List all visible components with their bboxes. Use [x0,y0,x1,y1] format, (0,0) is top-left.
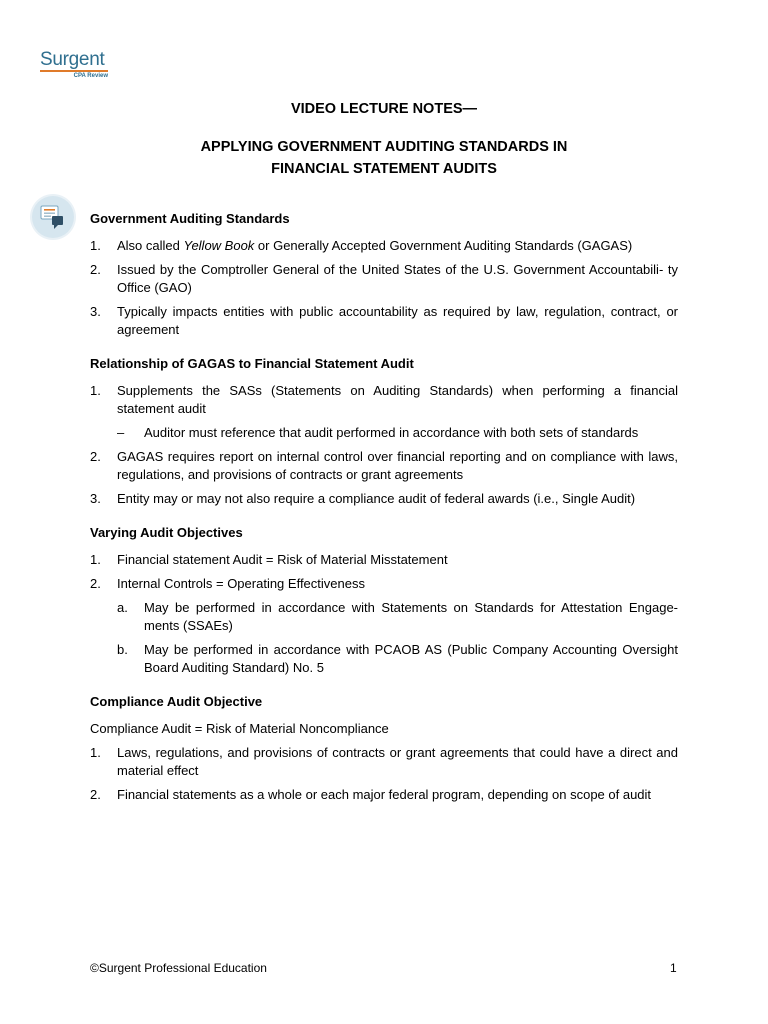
page-title: VIDEO LECTURE NOTES— [290,101,478,117]
list-item [90,261,678,297]
list-number: 1. [90,238,101,253]
section-lead-text: Compliance Audit = Risk of Material Noncompliance [90,721,389,736]
list-number: 1. [90,552,101,567]
section-heading: Relationship of GAGAS to Financial Statement Audit [90,356,414,371]
footer-copyright: ©Surgent Professional Education [90,961,267,975]
item-text: Typically impacts entities with public accountability as required by law, regulation, contract, or agreement [117,304,678,337]
sub-list-item [90,641,678,677]
list-item [90,575,678,593]
surgent-logo [40,50,120,82]
list-number: 1. [90,383,101,398]
notes-icon [32,196,74,238]
list-letter: a. [117,600,128,615]
list-number: 2. [90,262,101,277]
list-number: 3. [90,304,101,319]
list-item [90,303,678,339]
item-text: Internal Controls = Operating Effectiveness [117,576,365,591]
item-text: Financial statement Audit = Risk of Material Misstatement [117,552,448,567]
section-heading: Compliance Audit Objective [90,694,263,709]
item-text: Entity may or may not also require a compliance audit of federal awards (i.e., Single Audit) [117,491,636,506]
section-heading: Varying Audit Objectives [90,525,243,540]
list-dash: – [117,425,125,440]
list-number: 2. [90,576,101,591]
item-italic-text: Yellow Book [183,238,255,253]
page-number: 1 [670,961,677,975]
list-number: 2. [90,787,101,802]
item-text: May be performed in accordance with PCAOB AS (Public Company Accounting Oversight Board Auditing Standard) No. 5 [144,642,678,675]
item-text: Issued by the Comptroller General of the United States of the U.S. Government Accountabili- ty Office (GAO) [117,262,678,295]
list-number: 1. [90,745,101,760]
list-item [90,382,678,418]
list-item [90,448,678,484]
list-item [90,551,678,569]
list-letter: b. [117,642,128,657]
logo-subtitle: CPA Review [73,73,108,79]
item-text: or Generally Accepted Government Auditing Standards (GAGAS) [254,238,633,253]
item-text: Auditor must reference that audit performed in accordance with both sets of standards [144,425,639,440]
list-number: 2. [90,449,101,464]
list-item [90,744,678,780]
list-item [90,490,678,508]
item-text: Financial statements as a whole or each major federal program, depending on scope of audit [117,787,652,802]
sub-list-item [90,424,678,442]
logo-wordmark: Surgent [40,49,105,70]
item-text: GAGAS requires report on internal control over financial reporting and on compliance with laws, regulations, and provisions of contracts or grant agreements [117,449,678,482]
list-item [90,786,678,804]
item-text: Laws, regulations, and provisions of contracts or grant agreements that could have a direct and material effect [117,745,678,778]
section-heading: Government Auditing Standards [90,211,290,226]
sub-list-item [90,599,678,635]
page-subtitle-line-2: FINANCIAL STATEMENT AUDITS [271,161,497,177]
page-subtitle-line-1: APPLYING GOVERNMENT AUDITING STANDARDS IN [200,139,568,155]
notes-content [90,210,678,804]
logo-underline [40,70,108,72]
list-number: 3. [90,491,101,506]
list-item [90,237,678,255]
item-text: Also called [117,238,184,253]
item-text: Supplements the SASs (Statements on Auditing Standards) when performing a financial statement audit [117,383,678,416]
item-text: May be performed in accordance with Statements on Standards for Attestation Engage- ments (SSAEs) [144,600,678,633]
